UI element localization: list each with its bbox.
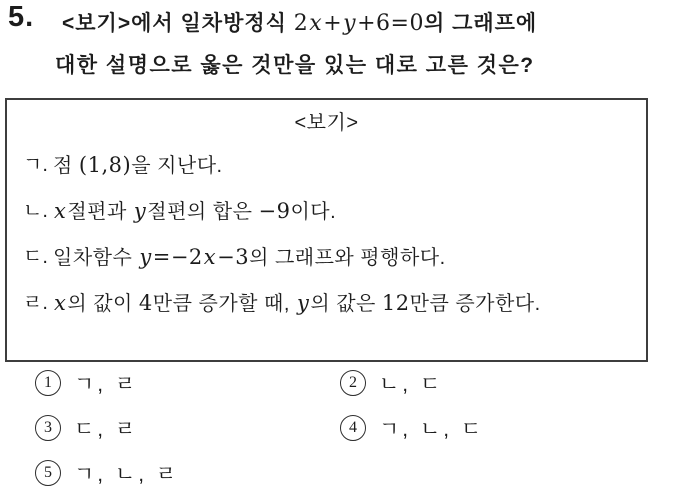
text-segment: 절편과 [67,201,133,223]
math-segment: x [54,291,67,315]
text-segment: 을 지난다. [131,155,223,177]
exhibit-item-text [53,150,630,181]
choice-option-2 [340,367,677,399]
choice-number-circle: 3 [35,415,61,441]
math-segment: x [309,11,323,36]
choice-number-circle: 2 [340,370,366,396]
text-segment: 만큼 증가할 때, [152,293,296,315]
choice-option-5 [35,457,340,489]
exhibit-item-list [23,150,630,319]
math-segment: y [343,11,357,36]
choice-label: ㄷ, ㄹ [74,418,139,441]
text-segment: <보기>에서 일차방정식 [62,12,294,35]
question-number: 5. [8,1,35,33]
math-segment: +6=0 [357,11,424,36]
choice-label: ㄴ, ㄷ [379,373,444,396]
math-segment: 12 [381,291,410,315]
math-segment: y [296,291,310,315]
math-segment: 2 [293,11,309,36]
choice-label: ㄱ, ㄹ [74,373,139,396]
text-segment: 이다. [290,201,337,223]
math-segment: x [203,245,217,269]
text-segment: 점 [53,155,79,177]
exhibit-item [23,150,630,181]
answer-choices [0,367,677,489]
exhibit-item-label: ㄹ. [23,292,48,314]
math-segment: y [133,199,147,223]
exhibit-item-text [53,196,630,227]
text-segment: 만큼 증가한다. [409,293,541,315]
choice-number-circle: 1 [35,370,61,396]
math-segment: −9 [258,199,291,223]
choice-option-3 [35,412,340,444]
exhibit-item-text [53,288,630,319]
choice-option-1 [35,367,340,399]
exhibit-item-label: ㄷ. [23,246,48,268]
choice-option-4 [340,412,677,444]
exhibit-item [23,288,630,319]
exhibit-item-label: ㄴ. [23,200,48,222]
exhibit-item [23,196,630,227]
text-segment: 의 값은 [310,293,382,315]
math-segment: =−2 [152,245,203,269]
math-segment: 4 [138,291,153,315]
math-segment: (1,8) [78,153,132,177]
math-segment: −3 [217,245,250,269]
text-segment: 일차함수 [53,247,139,269]
exhibit-box [5,98,648,362]
text-segment: 의 값이 [67,293,139,315]
math-segment: y [139,245,152,269]
text-segment: 의 그래프에 [423,12,538,35]
choice-number-circle: 5 [35,460,61,486]
text-segment: 절편의 합은 [147,201,259,223]
choice-number-circle: 4 [340,415,366,441]
question-text-line1 [62,7,537,37]
exhibit-box-title: <보기> [294,112,359,134]
math-segment: x [54,199,67,223]
choice-label: ㄱ, ㄴ, ㄷ [379,418,485,441]
exhibit-item [23,242,630,273]
choice-label: ㄱ, ㄴ, ㄹ [74,463,180,486]
math-segment: + [323,11,343,36]
text-segment: 의 그래프와 평행하다. [249,247,446,269]
exhibit-item-text [53,242,630,273]
exhibit-item-label: ㄱ. [23,154,48,176]
question-text-line2: 대한 설명으로 옳은 것만을 있는 대로 고른 것은? [55,54,535,77]
